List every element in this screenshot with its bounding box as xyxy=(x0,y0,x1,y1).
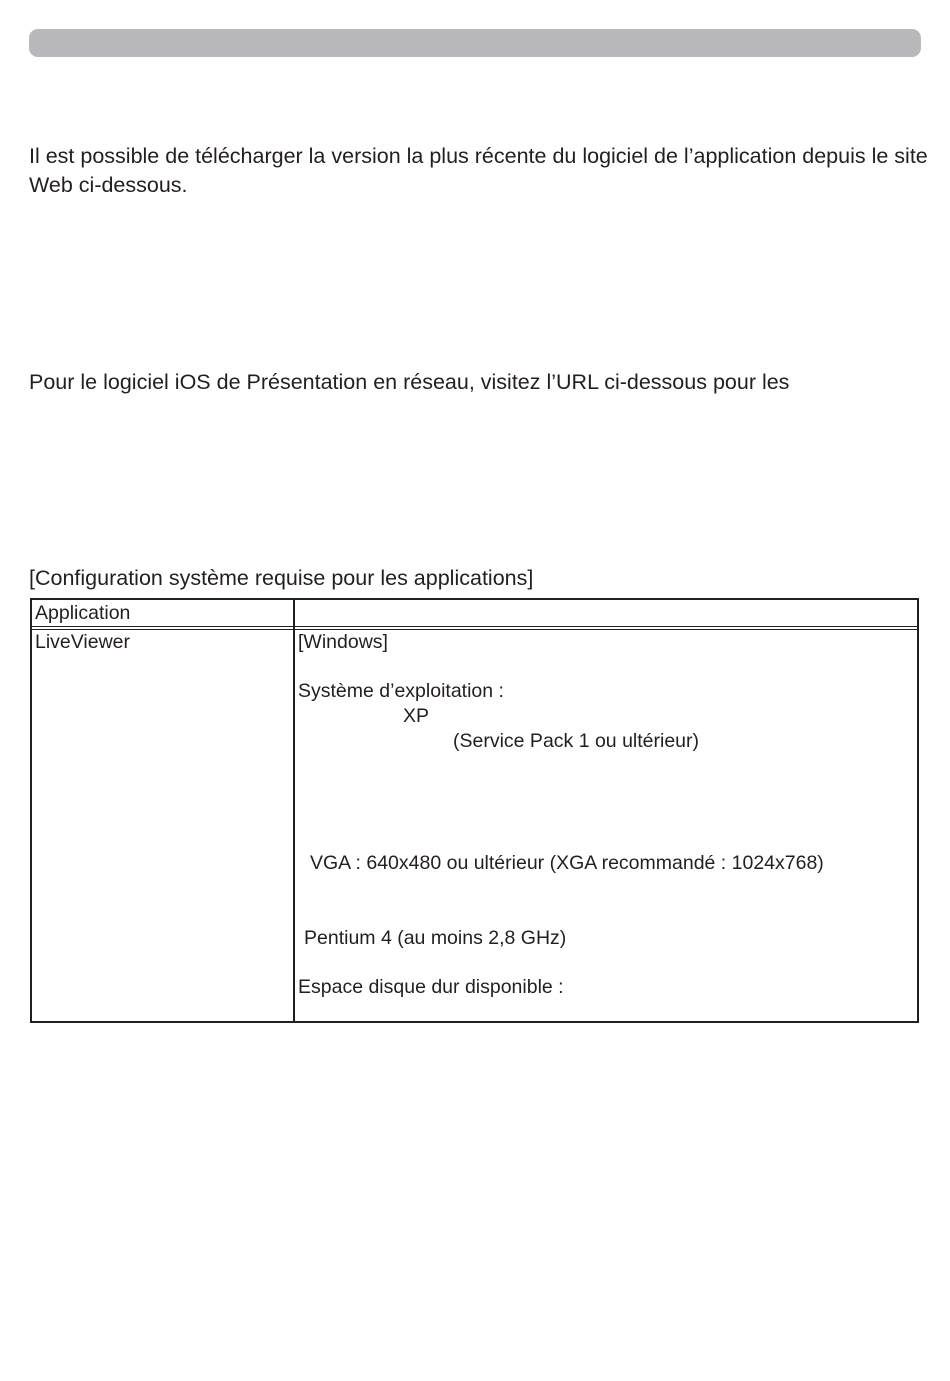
requirements-table xyxy=(30,598,919,1023)
requirement-platform: [Windows] xyxy=(298,631,388,653)
requirement-os-label: Système d’exploitation : xyxy=(298,680,504,702)
requirement-os-xp: XP xyxy=(403,705,430,727)
requirement-vga: VGA : 640x480 ou ultérieur (XGA recommandé : 1024x768) xyxy=(310,852,824,874)
table-header-separator xyxy=(32,626,917,630)
intro-paragraph: Il est possible de télécharger la version la plus récente du logiciel de l’application depuis le site Web ci-dessous. xyxy=(29,144,928,197)
requirement-cpu: Pentium 4 (au moins 2,8 GHz) xyxy=(304,927,567,949)
requirement-service-pack: (Service Pack 1 ou ultérieur) xyxy=(453,730,700,752)
requirements-caption: [Configuration système requise pour les applications] xyxy=(29,566,534,590)
section-header-bar xyxy=(29,29,921,57)
table-header-application: Application xyxy=(35,602,131,624)
table-column-divider xyxy=(293,600,295,1021)
table-cell-application-name: LiveViewer xyxy=(35,631,131,653)
requirement-disk: Espace disque dur disponible : xyxy=(298,976,564,998)
ios-paragraph: Pour le logiciel iOS de Présentation en réseau, visitez l’URL ci-dessous pour les xyxy=(29,370,790,394)
